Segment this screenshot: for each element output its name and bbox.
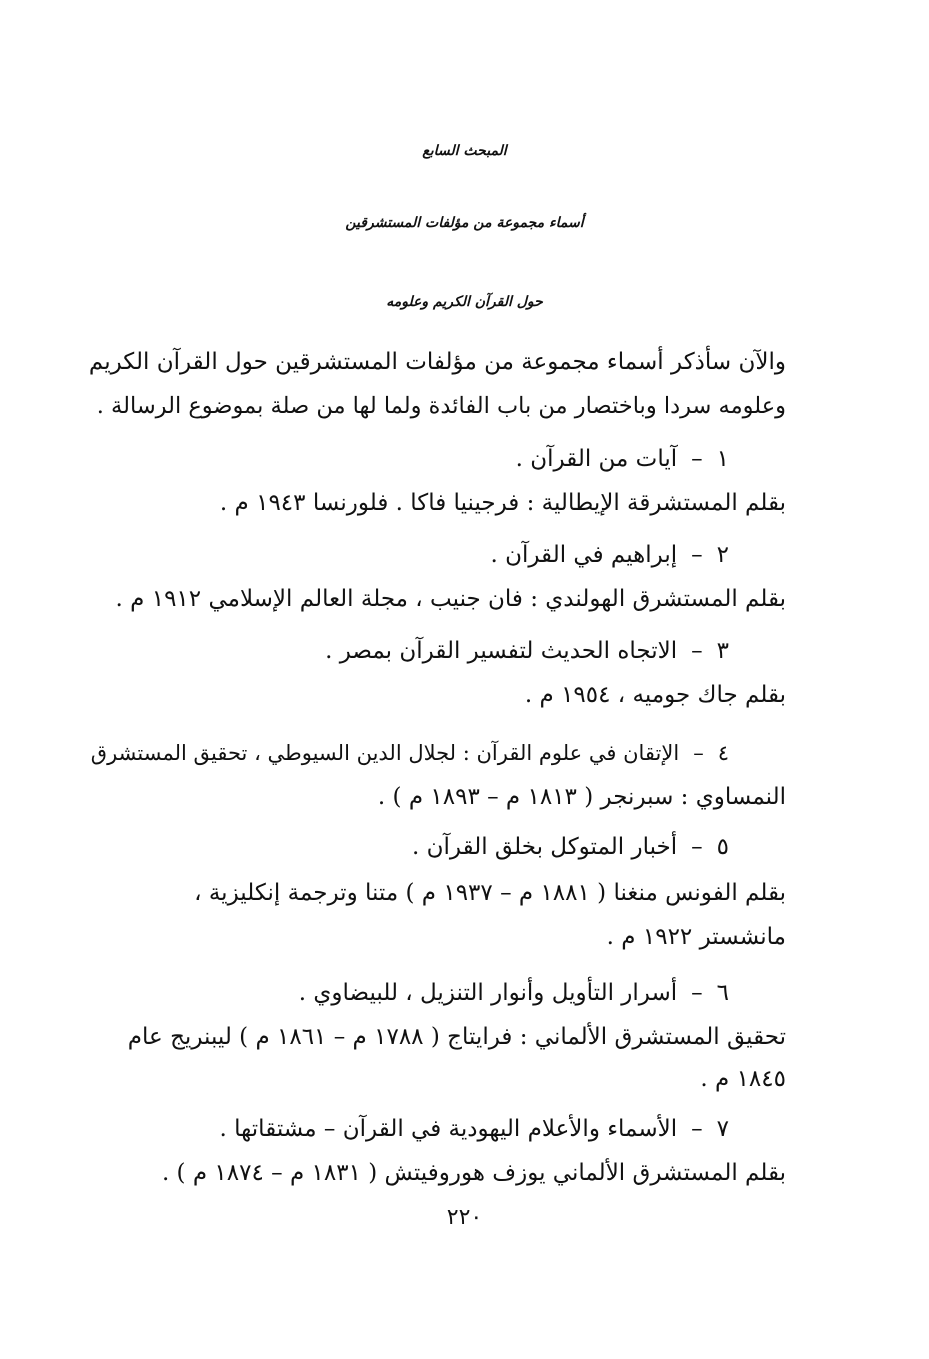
list-item-detail: مانشستر ١٩٢٢ م . <box>606 924 786 950</box>
list-item-title <box>412 830 729 864</box>
item-number: ٥ <box>716 834 729 860</box>
item-title-text: أسرار التأويل وأنوار التنزيل ، للبيضاوي . <box>298 980 678 1006</box>
list-item-title <box>220 1112 729 1146</box>
item-dash: – <box>691 446 703 472</box>
item-dash: – <box>691 1116 703 1142</box>
page-title: أسماء مجموعة من مؤلفات المستشرقين <box>345 215 584 231</box>
item-dash: – <box>693 741 704 765</box>
section-heading: المبحث السابع <box>422 143 507 159</box>
item-dash: – <box>691 980 703 1006</box>
item-title-text: آيات من القرآن . <box>515 446 678 472</box>
item-number: ٤ <box>717 741 729 765</box>
list-item-detail: بقلم جاك جوميه ، ١٩٥٤ م . <box>524 682 786 708</box>
item-dash: – <box>691 638 703 664</box>
item-title-text: أخبار المتوكل بخلق القرآن . <box>411 834 678 860</box>
page-number: ٢٢٠ <box>446 1205 483 1230</box>
list-item-detail: بقلم المستشرقة الإيطالية : فرجينيا فاكا . فلورنسا ١٩٤٣ م . <box>219 490 786 516</box>
list-item-detail: بقلم المستشرق الألماني يوزف هوروفيتش ( ١٨٣١ م – ١٨٧٤ م ) . <box>161 1160 786 1186</box>
item-number: ٧ <box>716 1116 729 1142</box>
item-number: ٢ <box>716 542 729 568</box>
item-number: ٣ <box>716 638 729 664</box>
item-number: ٦ <box>716 980 729 1006</box>
list-item-title <box>516 442 729 476</box>
list-item-title <box>325 634 729 668</box>
item-dash: – <box>691 834 703 860</box>
item-title-text: الأسماء والأعلام اليهودية في القرآن – مشتقاتها . <box>219 1116 678 1142</box>
list-item-title <box>299 976 729 1010</box>
item-dash: – <box>691 542 703 568</box>
intro-line-2: وعلومه سردا وباختصار من باب الفائدة ولما لها من صلة بموضوع الرسالة . <box>96 393 786 419</box>
item-title-text: الاتجاه الحديث لتفسير القرآن بمصر . <box>325 638 678 664</box>
list-item-detail: تحقيق المستشرق الألماني : فرايتاج ( ١٧٨٨ م – ١٨٦١ م ) ليبنريج عام <box>127 1024 786 1050</box>
list-item-title <box>490 538 729 572</box>
list-item-detail: بقلم الفونس منغنا ( ١٨٨١ م – ١٩٣٧ م ) متنا وترجمة إنكليزية ، <box>194 880 786 906</box>
item-title-text: إبراهيم في القرآن . <box>490 542 678 568</box>
list-item-detail: بقلم المستشرق الهولندي : فان جنيب ، مجلة العالم الإسلامي ١٩١٢ م . <box>115 586 786 612</box>
intro-line-1: والآن سأذكر أسماء مجموعة من مؤلفات المستشرقين حول القرآن الكريم <box>88 349 786 375</box>
list-item-title <box>88 736 729 770</box>
page-subtitle: حول القرآن الكريم وعلومه <box>386 294 543 310</box>
list-item-detail: النمساوي : سبرنجر ( ١٨١٣ م – ١٨٩٣ م ) . <box>377 784 786 810</box>
item-number: ١ <box>716 446 729 472</box>
list-item-detail: ١٨٤٥ م . <box>700 1066 786 1092</box>
item-title-text: الإتقان في علوم القرآن : لجلال الدين السيوطي ، تحقيق المستشرق <box>90 741 680 765</box>
